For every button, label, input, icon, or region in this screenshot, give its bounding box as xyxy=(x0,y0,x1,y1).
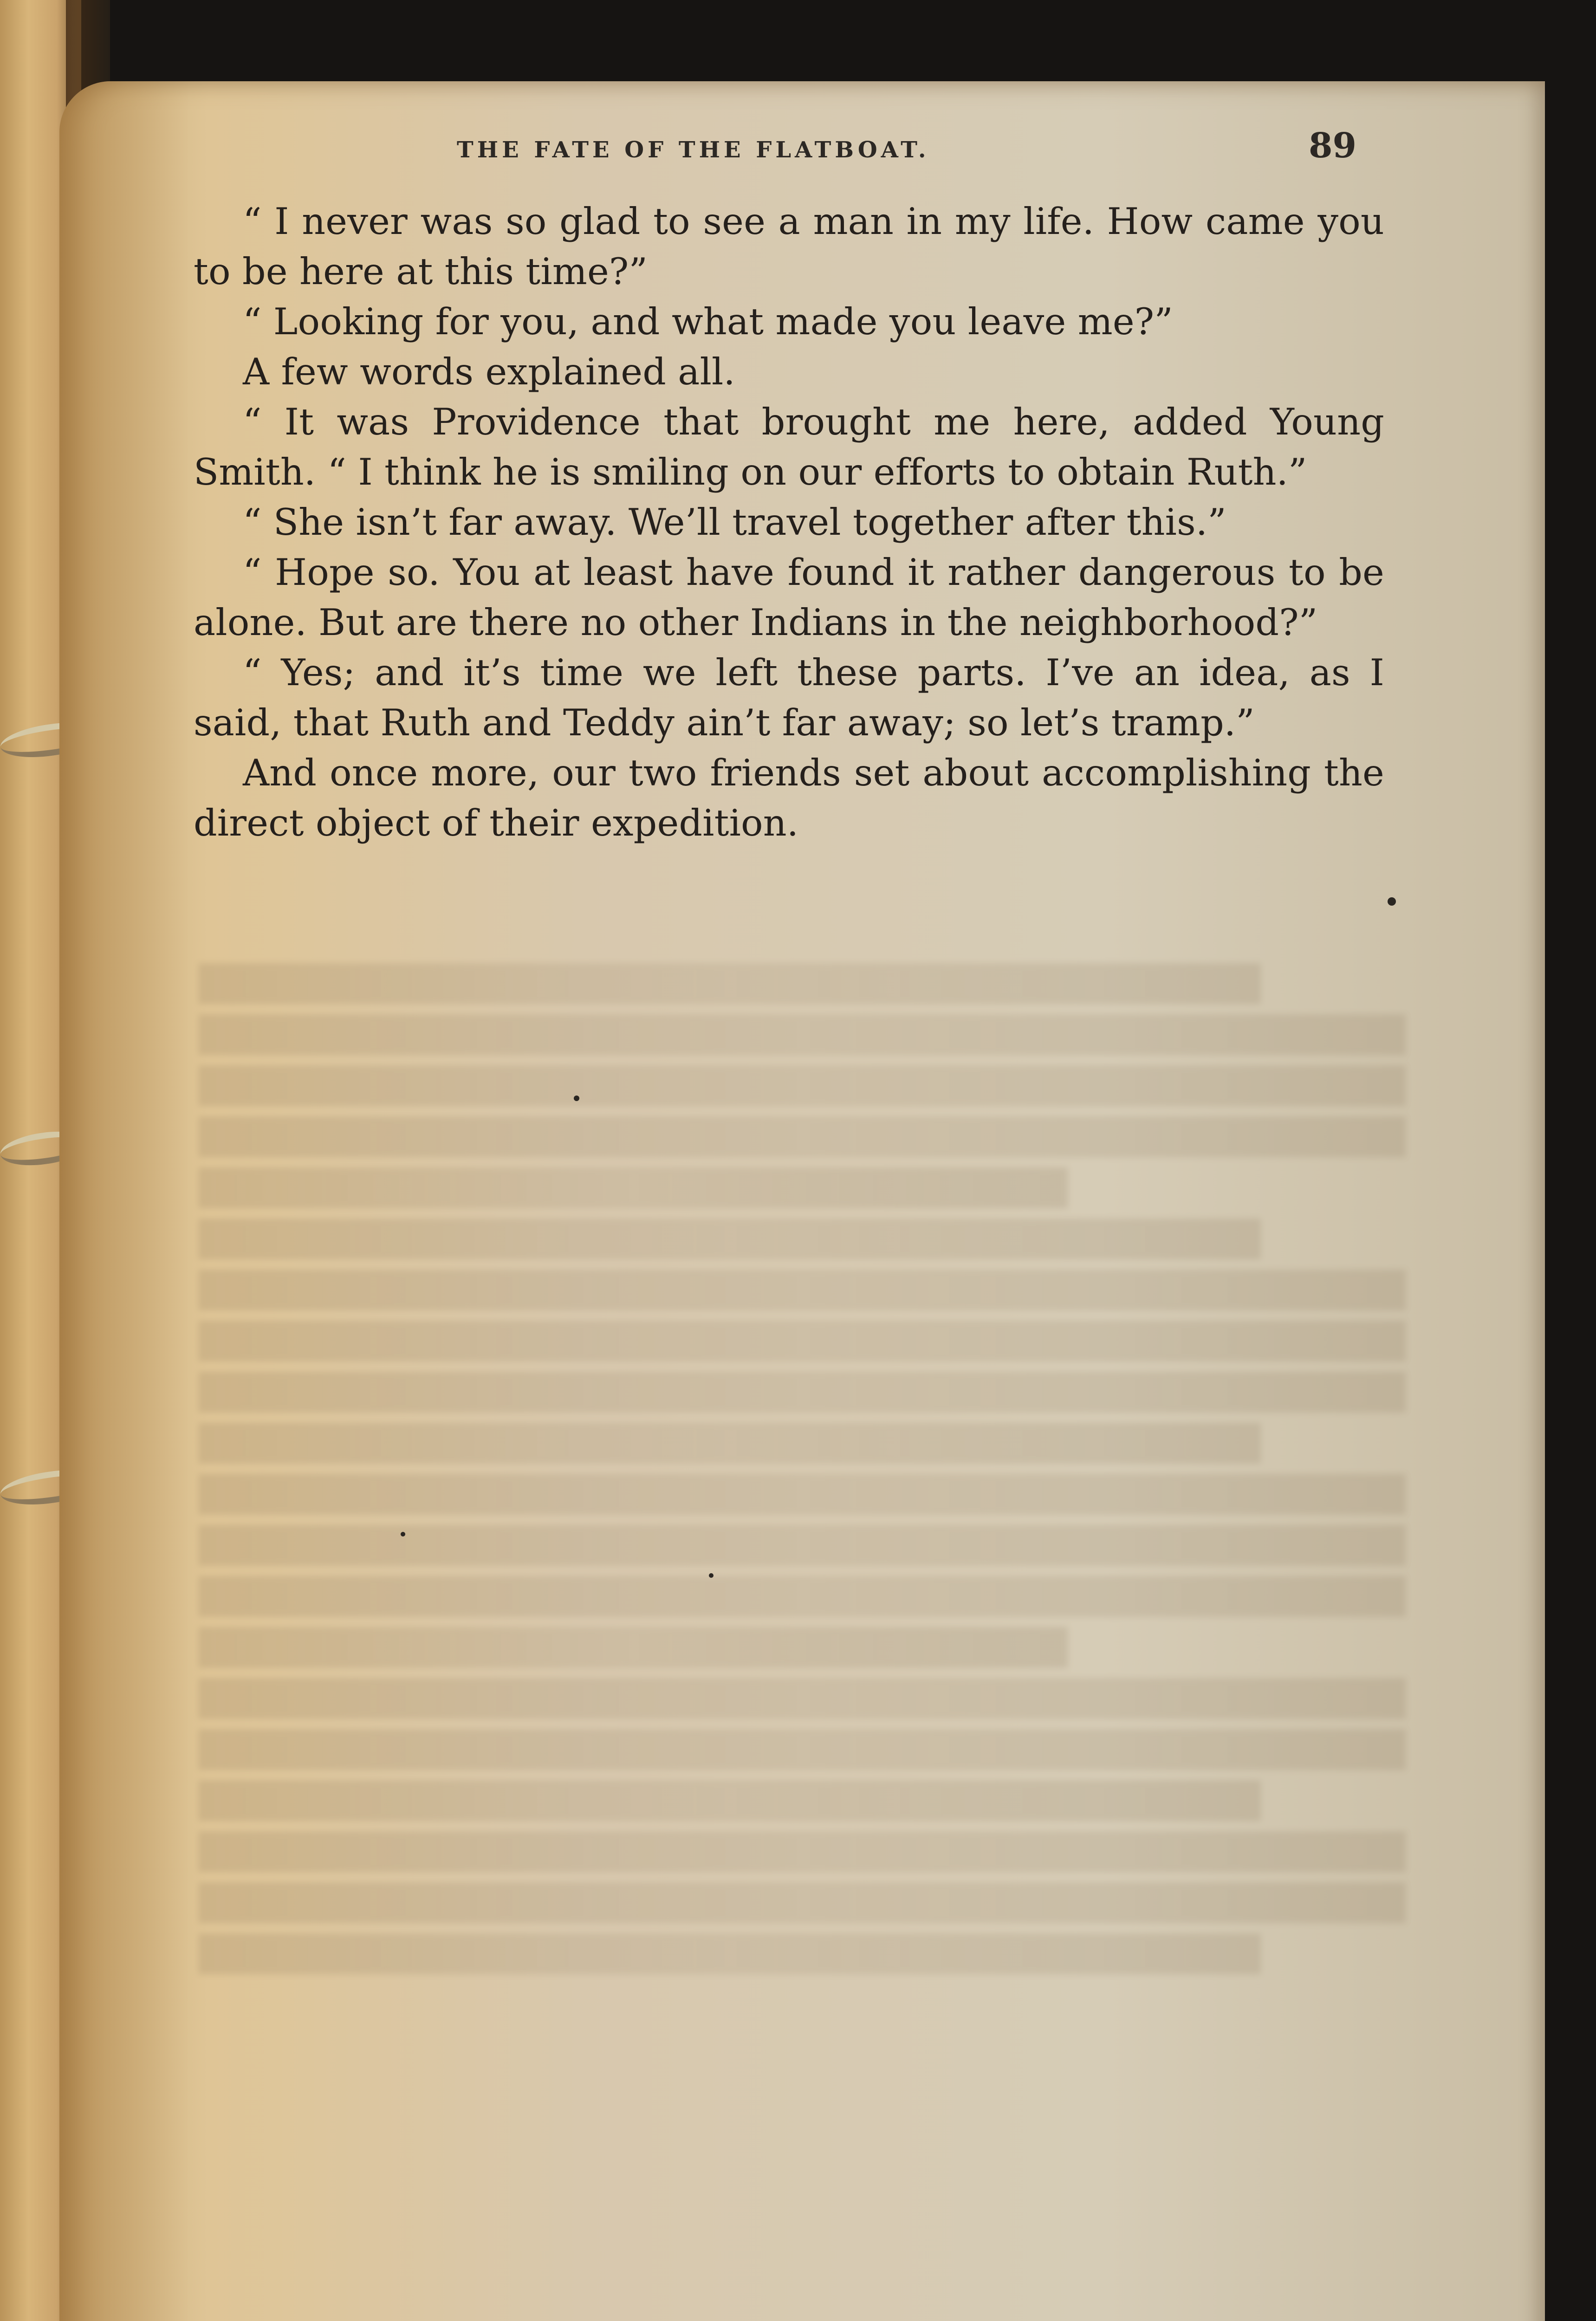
paragraph: “ It was Providence that brought me here, added Young Smith. “ I think he is smiling on our efforts to obtain Ruth.” xyxy=(194,401,1384,493)
paragraph: A few words explained all. xyxy=(243,350,735,393)
ink-spot xyxy=(1388,897,1396,906)
page-body-text xyxy=(194,196,1384,848)
ink-spot xyxy=(401,1532,405,1537)
page-number: 89 xyxy=(1309,126,1356,166)
ink-spot xyxy=(709,1573,714,1578)
paragraph: “ I never was so glad to see a man in my life. How came you to be here at this time?” xyxy=(194,200,1384,293)
running-header: THE FATE OF THE FLATBOAT. xyxy=(457,137,930,163)
book-page xyxy=(59,81,1545,2321)
paragraph: “ Hope so. You at least have found it rather dangerous to be alone. But are there no other Indians in the neighborhood?” xyxy=(194,551,1384,644)
ink-spot xyxy=(574,1096,579,1101)
reverse-side-bleed-through xyxy=(199,963,1406,2217)
paragraph: “ Looking for you, and what made you leave me?” xyxy=(243,300,1173,343)
paragraph: And once more, our two friends set about accomplishing the direct object of their expedition. xyxy=(194,752,1384,844)
paragraph: “ She isn’t far away. We’ll travel together after this.” xyxy=(243,501,1226,544)
page-age-stain xyxy=(59,81,189,2321)
paragraph: “ Yes; and it’s time we left these parts. I’ve an idea, as I said, that Ruth and Teddy ain’t far away; so let’s tramp.” xyxy=(194,651,1384,744)
